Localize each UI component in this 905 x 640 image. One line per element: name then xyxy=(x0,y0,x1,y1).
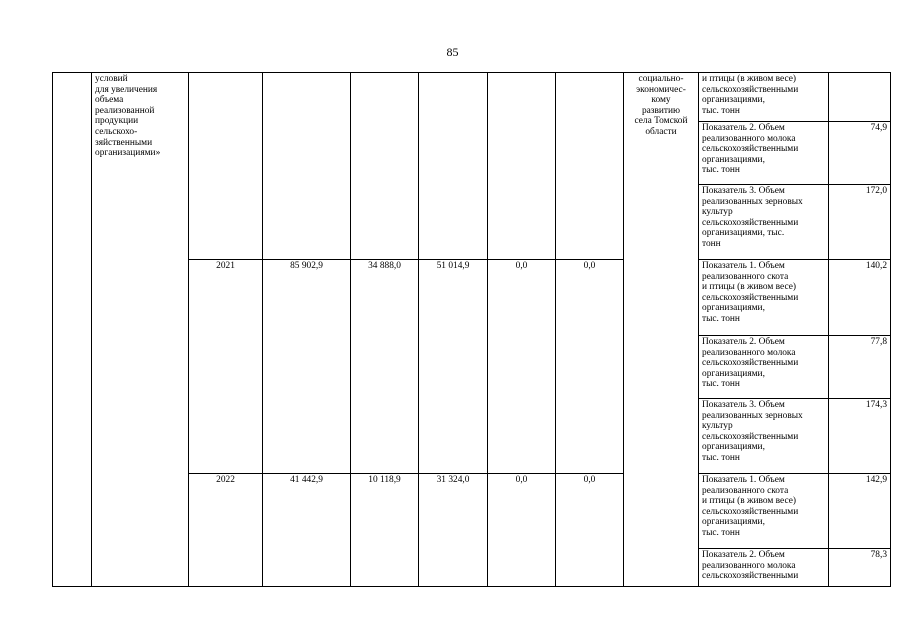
total-cell xyxy=(263,260,351,474)
indicator-value-cell xyxy=(829,185,891,260)
indicator-value: 74,9 xyxy=(870,123,887,133)
indicator-value-cell xyxy=(829,336,891,399)
federal-cell xyxy=(351,474,419,587)
indicator-text: Показатель 1. Объем реализованного скота и птицы (в живом весе) сельскохозяйственными организациями, тыс. тонн xyxy=(702,475,799,538)
indicator-text: Показатель 2. Объем реализованного молока сельскохозяйственными организациями, тыс. тонн xyxy=(702,123,799,176)
indicator-value-cell xyxy=(829,122,891,185)
indicator-text: Показатель 3. Объем реализованных зерновых культур сельскохозяйственными организациями, тыс. тонн xyxy=(702,400,803,463)
regional-value: 31 324,0 xyxy=(436,475,470,485)
indicator-text: Показатель 2. Объем реализованного молока сельскохозяйственными xyxy=(702,550,799,582)
table-row xyxy=(53,73,891,122)
federal-value: 34 888,0 xyxy=(368,261,401,271)
context-cell xyxy=(624,73,699,587)
indicator-cell xyxy=(699,336,829,399)
other-cell xyxy=(556,474,624,587)
indicator-cell xyxy=(699,474,829,549)
indicator-cell xyxy=(699,185,829,260)
indicator-cell xyxy=(699,122,829,185)
program-table xyxy=(52,72,891,587)
total-cell xyxy=(263,474,351,587)
indicator-value: 140,2 xyxy=(865,261,887,271)
total-value: 41 442,9 xyxy=(290,475,323,485)
other-cell xyxy=(556,260,624,474)
indicator-value: 172,0 xyxy=(865,186,887,196)
municipal-cell xyxy=(488,73,556,260)
indicator-cell xyxy=(699,73,829,122)
indicator-value-cell xyxy=(829,73,891,122)
indicator-text: Показатель 1. Объем реализованного скота и птицы (в живом весе) сельскохозяйственными организациями, тыс. тонн xyxy=(702,261,799,324)
indicator-value: 142,9 xyxy=(865,475,887,485)
indicator-text: Показатель 3. Объем реализованных зерновых культур сельскохозяйственными организациями, тыс. тонн xyxy=(702,186,803,249)
description-cell xyxy=(92,73,189,587)
indicator-cell xyxy=(699,549,829,587)
year-cell xyxy=(189,260,263,474)
total-value: 85 902,9 xyxy=(290,261,323,271)
municipal-cell xyxy=(488,260,556,474)
regional-cell xyxy=(419,474,488,587)
year-cell xyxy=(189,474,263,587)
total-cell xyxy=(263,73,351,260)
indicator-value-cell xyxy=(829,399,891,474)
program-context: социально- экономичес- кому развитию села Томской области xyxy=(634,74,688,137)
indicator-text: Показатель 2. Объем реализованного молока сельскохозяйственными организациями, тыс. тонн xyxy=(702,337,799,390)
municipal-value: 0,0 xyxy=(515,261,528,271)
year-label: 2022 xyxy=(216,475,235,485)
federal-cell xyxy=(351,73,419,260)
other-value: 0,0 xyxy=(583,261,596,271)
page-number: 85 xyxy=(446,45,459,59)
indicator-value: 78,3 xyxy=(870,550,887,560)
year-cell xyxy=(189,73,263,260)
federal-cell xyxy=(351,260,419,474)
year-label: 2021 xyxy=(216,261,235,271)
federal-value: 10 118,9 xyxy=(368,475,401,485)
indicator-value: 174,3 xyxy=(865,400,887,410)
municipal-cell xyxy=(488,474,556,587)
regional-value: 51 014,9 xyxy=(436,261,470,271)
indicator-cell xyxy=(699,260,829,336)
regional-cell xyxy=(419,260,488,474)
indicator-value-cell xyxy=(829,474,891,549)
measure-description: условий для увеличения объема реализованной продукции сельскохо- зяйственными организациями» xyxy=(95,74,161,159)
indicator-value-cell xyxy=(829,260,891,336)
municipal-value: 0,0 xyxy=(515,475,528,485)
indicator-text: и птицы (в живом весе) сельскохозяйственными организациями, тыс. тонн xyxy=(702,74,799,116)
row-number-cell xyxy=(53,73,92,587)
other-value: 0,0 xyxy=(583,475,596,485)
other-cell xyxy=(556,73,624,260)
regional-cell xyxy=(419,73,488,260)
indicator-value-cell xyxy=(829,549,891,587)
indicator-value: 77,8 xyxy=(870,337,887,347)
indicator-cell xyxy=(699,399,829,474)
